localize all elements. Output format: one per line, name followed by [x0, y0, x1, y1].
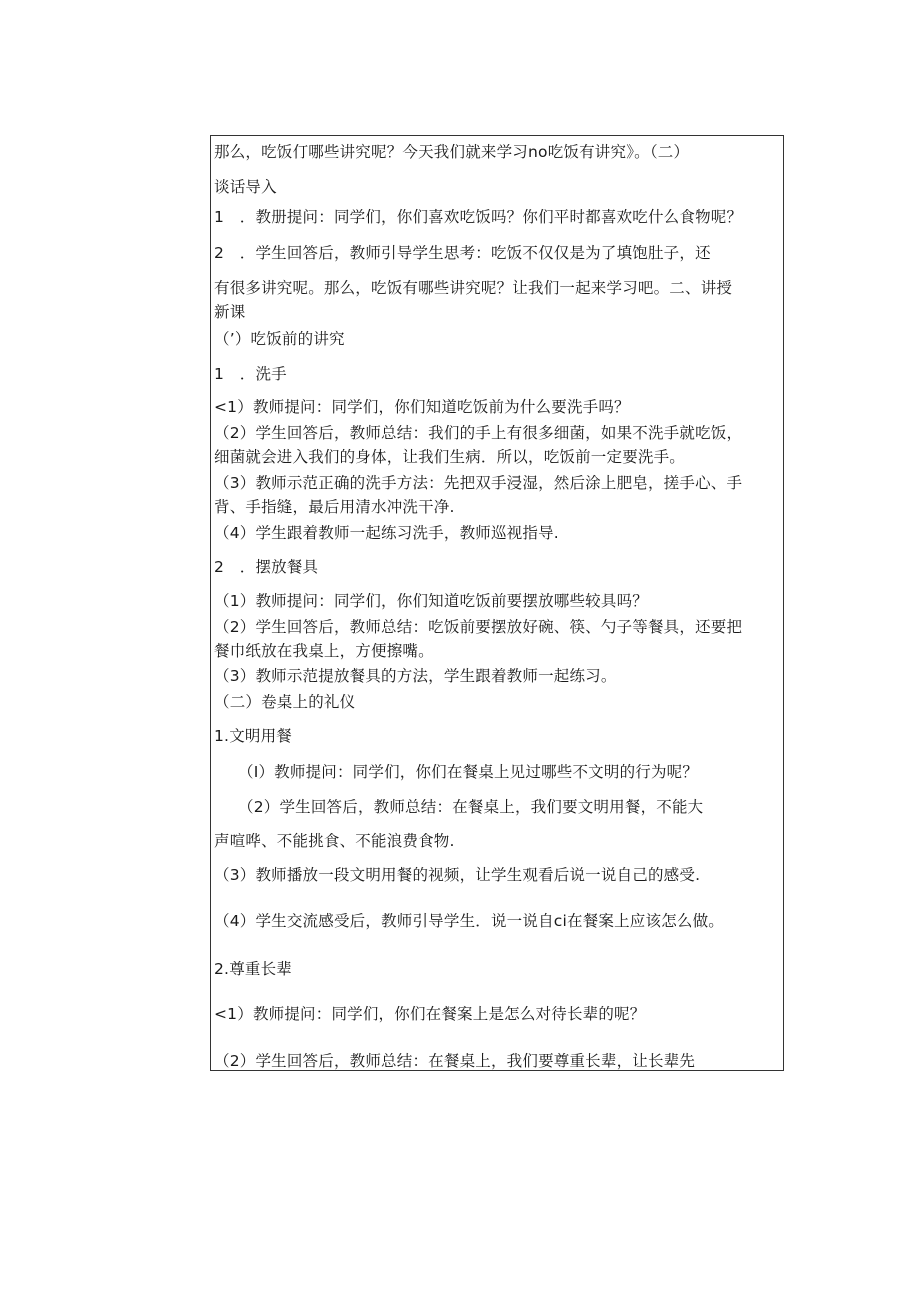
step-line: （3）教师示范提放餐具的方法，学生跟着教师一起练习。	[214, 667, 617, 685]
heading-talk-intro: 谈话导入	[214, 178, 277, 196]
step-line: （1）教师提问：同学们，你们知道吃饭前要摆放哪些较具吗？	[214, 592, 648, 610]
subheading-respect-elders: 2.尊重长辈	[214, 960, 292, 978]
paragraph-continuation: 新课	[214, 303, 246, 321]
step-line: 细菌就会进入我们的身体，让我们生病．所以，吃饭前一定要洗手。	[214, 448, 686, 466]
subheading-wash-hands: 1 ．洗手	[214, 365, 287, 383]
step-line: （3）教师播放一段文明用餐的视频，让学生观看后说一说自己的感受.	[214, 866, 701, 884]
paragraph-continuation: 有很多讲究呢。那么，吃饭有哪些讲究呢？让我们一起来学习吧。二、讲授	[214, 279, 733, 297]
item-teacher-question: 1 ．教册提问：同学们，你们喜欢吃饭吗？你们平时都喜欢吃什么食物呢？	[214, 208, 743, 226]
step-line: （I）教师提问：同学们，你们在餐桌上见过哪些不文明的行为呢？	[238, 763, 699, 781]
step-line: （2）学生回答后，教师总结：在餐桌上，我们要尊重长辈，让长辈先	[214, 1052, 696, 1070]
section-heading-table-etiquette: （二）卷桌上的礼仪	[214, 693, 356, 711]
subheading-civil-dining: 1.文明用餐	[214, 727, 292, 745]
subheading-tableware: 2 ．摆放餐具	[214, 558, 319, 576]
step-line: 餐巾纸放在我桌上，方便擦嘴。	[214, 642, 434, 660]
step-line: （3）教师示范正确的洗手方法：先把双手浸湿，然后涂上肥皂，搓手心、手	[214, 474, 743, 492]
step-line: 背、手指缝，最后用清水冲洗干净.	[214, 498, 455, 516]
step-line: 声喧哗、不能挑食、不能浪费食物.	[214, 832, 455, 850]
step-line: <1）教师提问：同学们，你们在餐案上是怎么对待长辈的呢？	[214, 1005, 646, 1023]
section-heading-before-meal: （’）吃饭前的讲究	[214, 330, 345, 348]
step-line: （2）学生回答后，教师总结：吃饭前要摆放好碗、筷、勺子等餐具，还要把	[214, 618, 743, 636]
step-line: <1）教师提问：同学们，你们知道吃饭前为什么要洗手吗？	[214, 398, 630, 416]
item-student-answer: 2 ．学生回答后，教师引导学生思考：吃饭不仅仅是为了填饱肚子，还	[214, 244, 711, 262]
step-line: （2）学生回答后，教师总结：我们的手上有很多细菌，如果不洗手就吃饭，	[214, 424, 743, 442]
intro-question-line: 那么，吃饭仃哪些讲究呢？今天我们就来学习no吃饭有讲究》。（二）	[214, 143, 690, 161]
step-line: （4）学生跟着教师一起练习洗手，教师巡视指导.	[214, 524, 559, 542]
step-line: （2）学生回答后，教师总结：在餐桌上，我们要文明用餐，不能大	[238, 798, 704, 816]
step-line: （4）学生交流感受后，教师引导学生．说一说自ci在餐案上应该怎么做。	[214, 912, 724, 930]
